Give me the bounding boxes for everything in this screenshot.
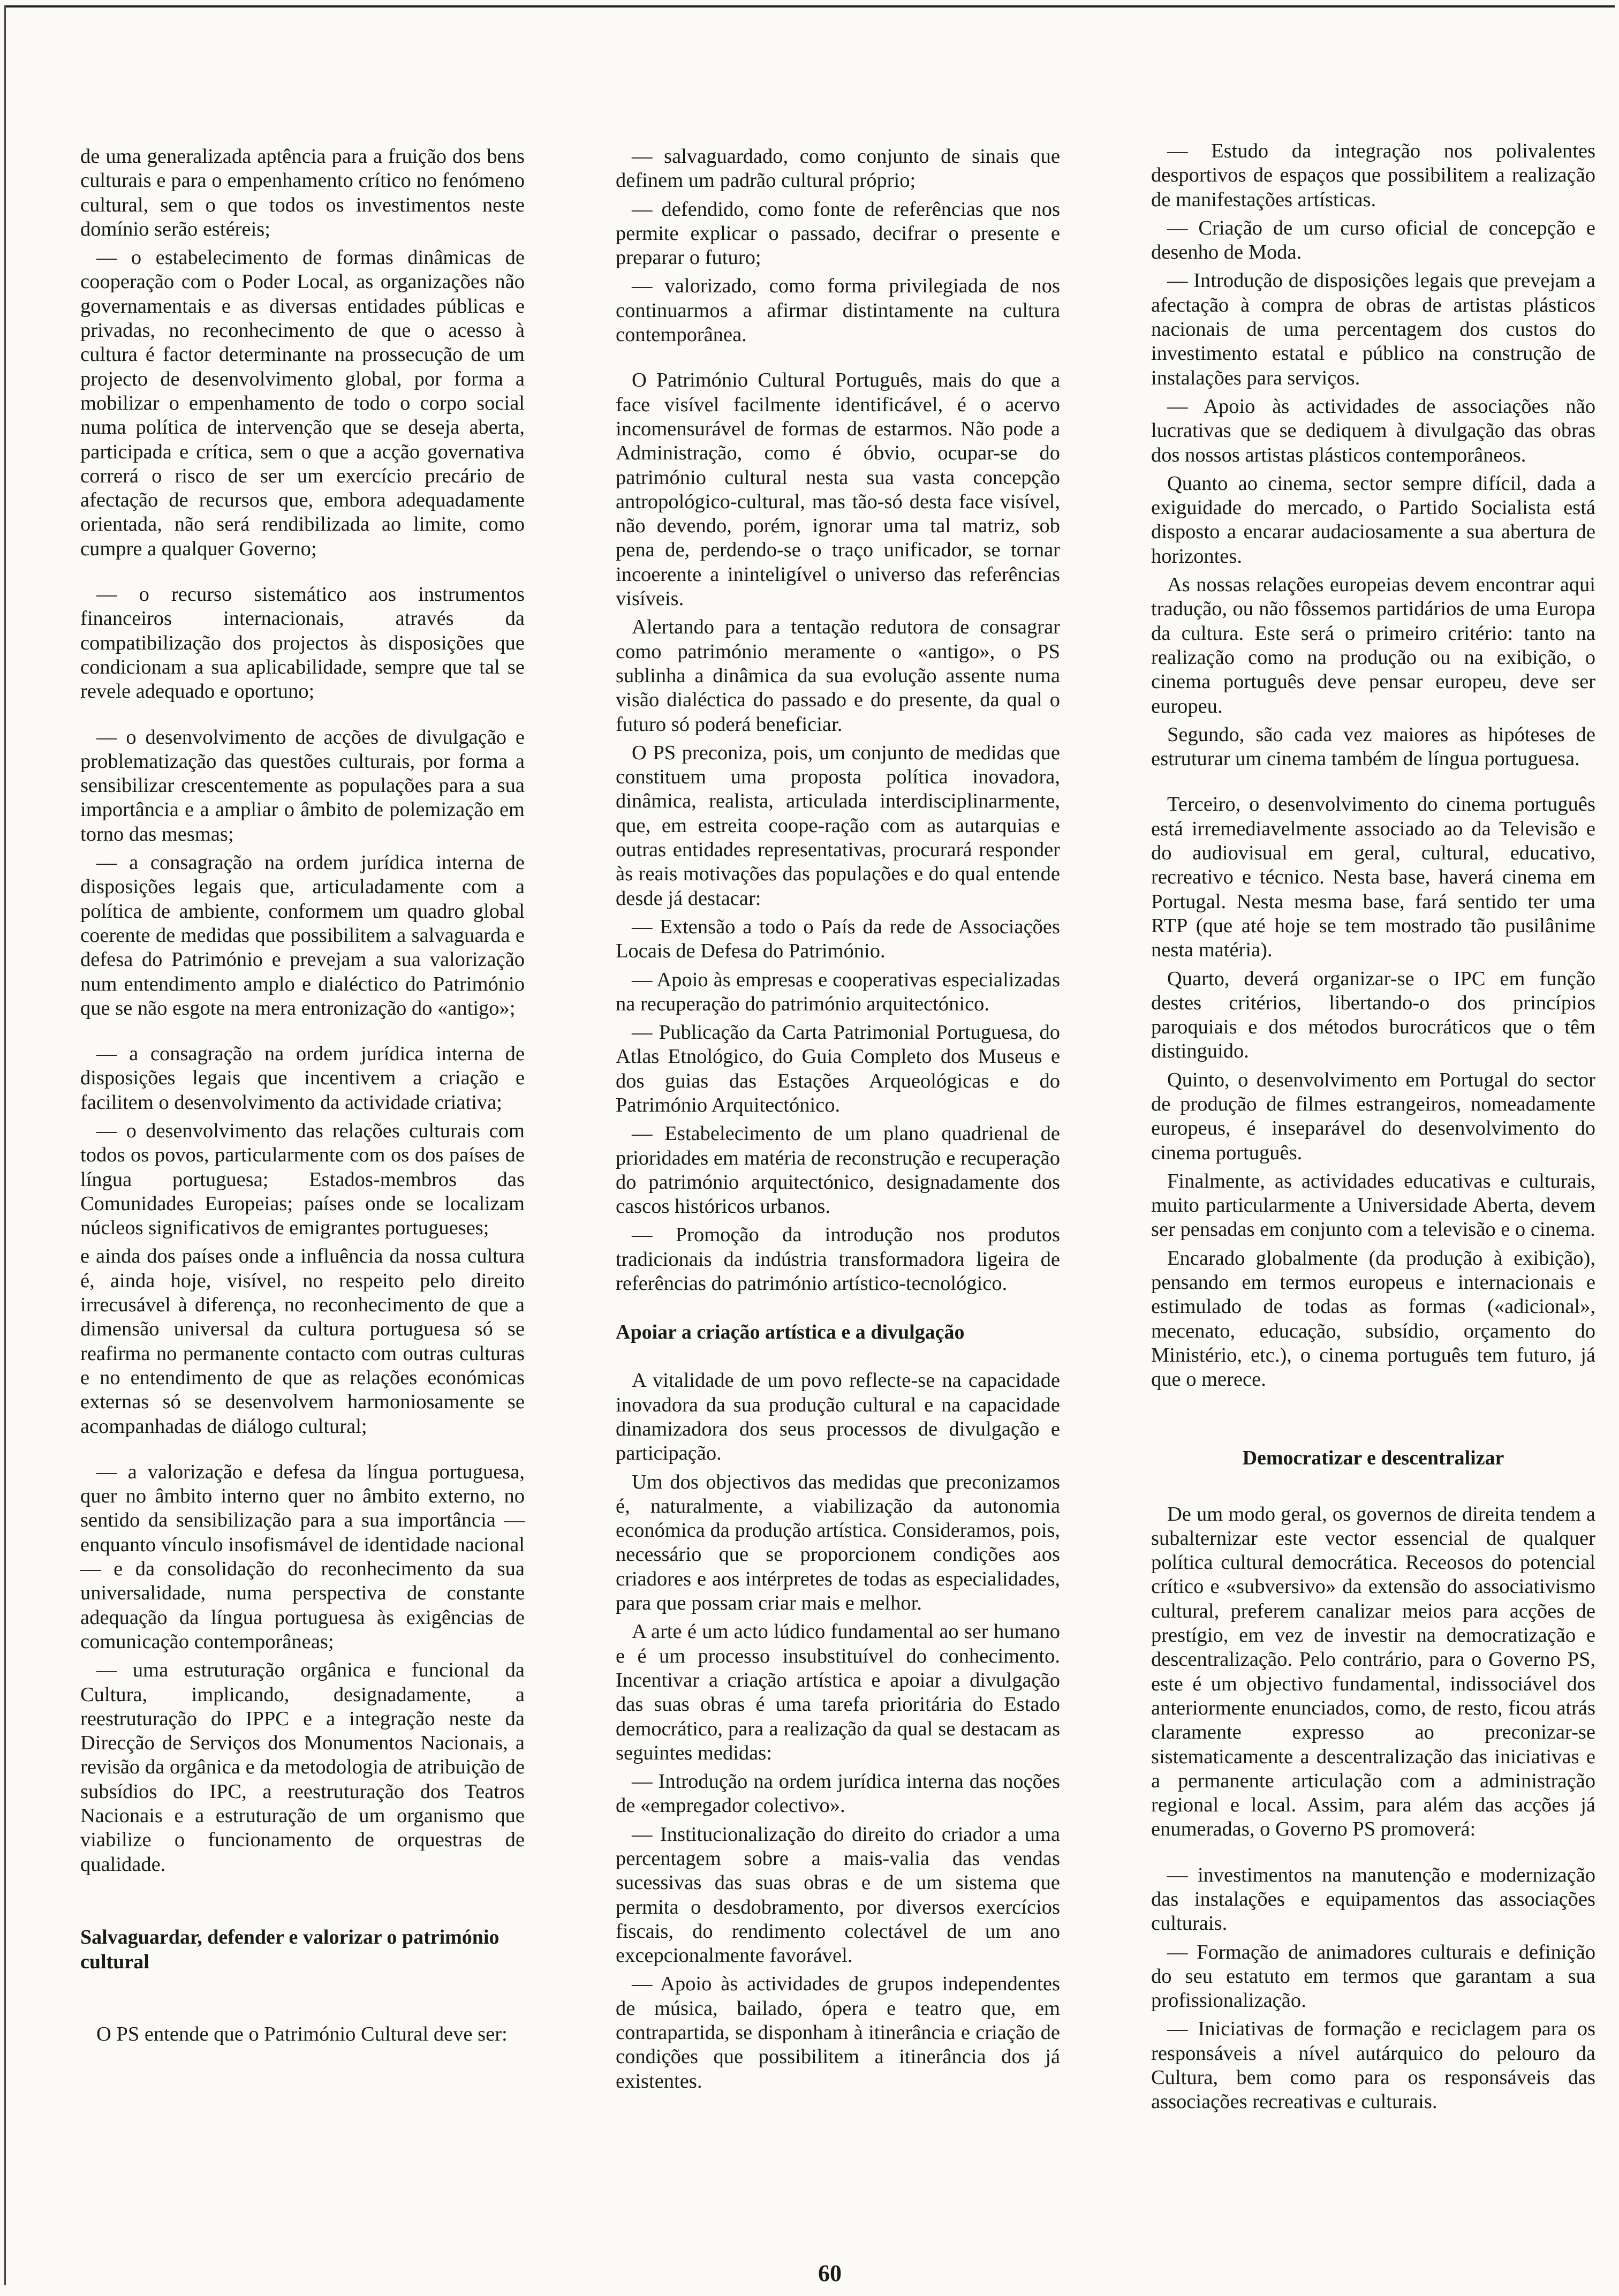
paragraph: — a valorização e defesa da língua portuguesa, quer no âmbito interno quer no âmbito externo, no sentido da sensibilização para a sua importância — enquanto vínculo insofismável de identidade nacional — e da consolidação do reconhecimento da sua universalidade, numa perspectiva de constante adequação da língua portuguesa às exigências de comunicação contemporâneas; (80, 1460, 525, 1653)
paragraph: — o recurso sistemático aos instrumentos financeiros internacionais, através da compatibilização dos projectos às disposições que condicionam a sua aplicabilidade, sempre que tal se revele adequado e oportuno; (80, 583, 525, 703)
column-3 (1151, 139, 1595, 2119)
paragraph: As nossas relações europeias devem encontrar aqui tradução, ou não fôssemos partidários de uma Europa da cultura. Este será o primeiro critério: tanto na realização como na produção ou na exibição, o cinema português deve pensar europeu, deve ser europeu. (1151, 573, 1595, 718)
column-1 (80, 145, 525, 2051)
paragraph: — uma estruturação orgânica e funcional da Cultura, implicando, designadamente, a reestruturação do IPPC e a integração neste da Direcção de Serviços dos Monumentos Nacionais, a revisão da orgânica e da metodologia de atribuição de subsídios do IPC, a reestruturação dos Teatros Nacionais e a estruturação de um organismo que viabilize o funcionamento de orquestras de qualidade. (80, 1659, 525, 1876)
paragraph: O Património Cultural Português, mais do que a face visível facilmente identificável, é o acervo incomensurável de formas de estarmos. Não pode a Administração, como é óbvio, ocupar-se do património cultural nesta sua vasta concepção antropológico-cultural, mas tão-só desta face visível, não devendo, porém, ignorar uma tal matriz, sob pena de, perdendo-se o traço unificador, se tornar incoerente a ininteligível o universo das referências visíveis. (616, 369, 1060, 610)
top-border-rule (4, 5, 1615, 7)
paragraph: — Introdução de disposições legais que prevejam a afectação à compra de obras de artistas plásticos nacionais de uma percentagem dos custos do investimento estatal e público na construção de instalações para serviços. (1151, 269, 1595, 389)
paragraph: — valorizado, como forma privilegiada de nos continuarmos a afirmar distintamente na cultura contemporânea. (616, 275, 1060, 346)
paragraph: — Apoio às empresas e cooperativas especializadas na recuperação do património arquitectónico. (616, 968, 1060, 1015)
paragraph: de uma generalizada aptência para a fruição dos bens culturais e para o empenhamento crítico no fenómeno cultural, sem o que todos os investimentos neste domínio serão estéreis; (80, 145, 525, 240)
paragraph: — Iniciativas de formação e reciclagem para os responsáveis a nível autárquico do pelouro da Cultura, bem como para os responsáveis das associações recreativas e culturais. (1151, 2018, 1595, 2113)
paragraph: — Estabelecimento de um plano quadrienal de prioridades em matéria de reconstrução e recuperação do património arquitectónico, designadamente dos cascos históricos urbanos. (616, 1122, 1060, 1218)
paragraph: Quarto, deverá organizar-se o IPC em função destes critérios, libertando-o dos princípios paroquiais e dos métodos burocráticos que o têm distinguido. (1151, 967, 1595, 1063)
paragraph: Quinto, o desenvolvimento em Portugal do sector de produção de filmes estrangeiros, nomeadamente europeus, é inseparável do desenvolvimento do cinema português. (1151, 1068, 1595, 1164)
paragraph: — Introdução na ordem jurídica interna das noções de «empregador colectivo». (616, 1770, 1060, 1817)
paragraph: — Formação de animadores culturais e definição do seu estatuto em termos que garantam a sua profissionalização. (1151, 1940, 1595, 2012)
page-number: 60 (818, 2260, 842, 2286)
paragraph: De um modo geral, os governos de direita tendem a subalternizar este vector essencial de qualquer política cultural democrática. Receosos do potencial crítico e «subversivo» da extensão do associativismo cultural, preferem canalizar meios para acções de prestígio, em vez de investir na democratização e descentralização. Pelo contrário, para o Governo PS, este é um objectivo fundamental, indissociável dos anteriormente enunciados, como, de resto, ficou atrás claramente expresso ao preconizar-se sistematicamente a descentralização das iniciativas e a permanente articulação com a administração regional e local. Assim, para além das acções já enumeradas, o Governo PS promoverá: (1151, 1502, 1595, 1841)
paragraph: — investimentos na manutenção e modernização das instalações e equipamentos das associações culturais. (1151, 1863, 1595, 1935)
paragraph: — Extensão a todo o País da rede de Associações Locais de Defesa do Património. (616, 915, 1060, 963)
section-heading: Apoiar a criação artística e a divulgação (616, 1321, 965, 1344)
section-heading: Salvaguardar, defender e valorizar o património cultural (80, 1925, 500, 1973)
paragraph: Segundo, são cada vez maiores as hipóteses de estruturar um cinema também de língua portuguesa. (1151, 723, 1595, 771)
section-heading: Democratizar e descentralizar (1242, 1446, 1504, 1469)
paragraph: Encarado globalmente (da produção à exibição), pensando em termos europeus e internacionais e estimulado de todas as formas («adicional», mecenato, educação, subsídio, orçamento do Ministério, etc.), o cinema português tem futuro, já que o merece. (1151, 1247, 1595, 1391)
paragraph: Um dos objectivos das medidas que preconizamos é, naturalmente, a viabilização da autonomia económica da produção artística. Consideramos, pois, necessário que se proporcionem condições aos criadores e aos intérpretes de todas as especialidades, para que possam criar mais e melhor. (616, 1470, 1060, 1615)
paragraph: Terceiro, o desenvolvimento do cinema português está irremediavelmente associado ao da Televisão e do audiovisual em geral, cultural, educativo, recreativo e técnico. Nesta base, haverá cinema em Portugal. Nesta mesma base, fará sentido ter uma RTP (que até hoje se tem mostrado tão pusilânime nesta matéria). (1151, 793, 1595, 962)
paragraph: Alertando para a tentação redutora de consagrar como património meramente o «antigo», o PS sublinha a dinâmica da sua evolução assente numa visão dialéctica do passado e do presente, da qual o futuro só poderá beneficiar. (616, 616, 1060, 736)
paragraph: — defendido, como fonte de referências que nos permite explicar o passado, decifrar o presente e preparar o futuro; (616, 198, 1060, 269)
paragraph: — Apoio às actividades de grupos independentes de música, bailado, ópera e teatro que, em contrapartida, se disponham à itinerância e criação de condições que possibilitem a itinerância dos já existentes. (616, 1973, 1060, 2093)
paragraph: — a consagração na ordem jurídica interna de disposições legais que incentivem a criação e facilitem o desenvolvimento da actividade criativa; (80, 1043, 525, 1114)
paragraph: — Estudo da integração nos polivalentes desportivos de espaços que possibilitem a realização de manifestações artísticas. (1151, 140, 1595, 211)
paragraph: e ainda dos países onde a influência da nossa cultura é, ainda hoje, visível, no respeito pelo direito irrecusável à diferença, no reconhecimento de que a dimensão universal da cultura portuguesa só se reafirma no permanente contacto com outras culturas e no entendimento de que as relações económicas externas só se desenvolvem harmoniosamente se acompanhadas de diálogo cultural; (80, 1245, 525, 1438)
paragraph: O PS preconiza, pois, um conjunto de medidas que constituem uma proposta política inovadora, dinâmica, realista, articulada interdisciplinarmente, que, em estreita coope-ração com as autarquias e outras entidades representativas, procurará responder às reais motivações das populações e do qual entende desde já destacar: (616, 741, 1060, 910)
paragraph: — Criação de um curso oficial de concepção e desenho de Moda. (1151, 216, 1595, 264)
paragraph: Quanto ao cinema, sector sempre difícil, dada a exiguidade do mercado, o Partido Socialista está disposto a encarar audaciosamente a sua abertura de horizontes. (1151, 472, 1595, 568)
paragraph: — a consagração na ordem jurídica interna de disposições legais que, articuladamente com a política de ambiente, conformem um quadro global coerente de medidas que possibilitem a salvaguarda e defesa do Património e prevejam a sua valorização num entendimento amplo e dialéctico do Património que se não esgote na mera entronização do «antigo»; (80, 851, 525, 1019)
paragraph: — o desenvolvimento das relações culturais com todos os povos, particularmente com os dos países de língua portuguesa; Estados-membros das Comunidades Europeias; países onde se localizam núcleos significativos de emigrantes portugueses; (80, 1119, 525, 1240)
paragraph: A arte é um acto lúdico fundamental ao ser humano e é um processo insubstituível do conhecimento. Incentivar a criação artística e apoiar a divulgação das suas obras é uma tarefa prioritária do Estado democrático, para a realização da qual se destacam as seguintes medidas: (616, 1620, 1060, 1764)
paragraph: — Apoio às actividades de associações não lucrativas que se dediquem à divulgação das obras dos nossos artistas plásticos contemporâneos. (1151, 395, 1595, 466)
paragraph: — salvaguardado, como conjunto de sinais que definem um padrão cultural próprio; (616, 145, 1060, 192)
paragraph: A vitalidade de um povo reflecte-se na capacidade inovadora da sua produção cultural e na capacidade dinamizadora dos seus processos de divulgação e participação. (616, 1369, 1060, 1465)
paragraph: — Publicação da Carta Patrimonial Portuguesa, do Atlas Etnológico, do Guia Completo dos Museus e dos guias das Estações Arqueológicas e do Património Arquitectónico. (616, 1021, 1060, 1116)
paragraph: Finalmente, as actividades educativas e culturais, muito particularmente a Universidade Aberta, devem ser pensadas em conjunto com a televisão e o cinema. (1151, 1169, 1595, 1241)
paragraph: — o estabelecimento de formas dinâmicas de cooperação com o Poder Local, as organizações não governamentais e as diversas entidades públicas e privadas, no reconhecimento de que o acesso à cultura é factor determinante na prossecução de um projecto de desenvolvimento global, por forma a mobilizar o empenhamento de todo o corpo social numa política de intervenção que se deseja aberta, participada e crítica, sem o que a acção governativa correrá o risco de ser um exercício precário de afectação de recursos que, embora adequadamente orientada, não será rendibilizada ao limite, como cumpre a qualquer Governo; (80, 246, 525, 560)
paragraph: — o desenvolvimento de acções de divulgação e problematização das questões culturais, por forma a sensibilizar crescentemente as populações para a sua importância e a ampliar o âmbito de polemização em torno das mesmas; (80, 726, 525, 845)
paragraph: — Promoção da introdução nos produtos tradicionais da indústria transformadora ligeira de referências do património artístico-tecnológico. (616, 1223, 1060, 1295)
paragraph: O PS entende que o Património Cultural deve ser: (96, 2022, 508, 2045)
column-2 (616, 145, 1060, 2098)
paragraph: — Institucionalização do direito do criador a uma percentagem sobre a mais-valia das vendas sucessivas das suas obras e de um sistema que permita o desdobramento, por diversos exercícios fiscais, do rendimento colectável de um ano excepcionalmente favorável. (616, 1823, 1060, 1967)
left-border-rule (4, 5, 6, 2285)
